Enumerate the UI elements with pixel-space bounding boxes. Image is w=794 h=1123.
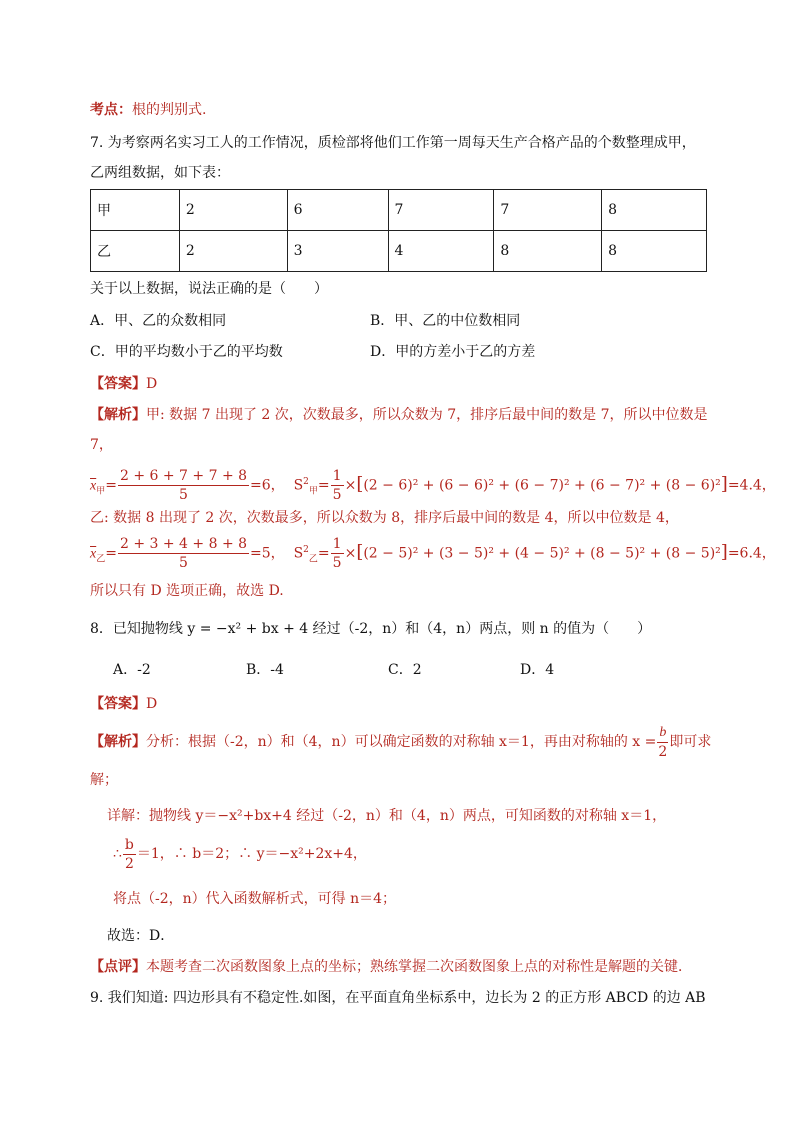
variance-expression: (2 − 5)² + (3 − 5)² + (4 − 5)² + (8 − 5)² + (8 − 5)²: [363, 545, 721, 562]
q8-choose: 故选：D．: [107, 928, 175, 944]
q7-analysis-line2: 7，: [90, 437, 113, 453]
dianping-text: 本题考查二次函数图象上点的坐标；熟练掌握二次函数图象上点的对称性是解题的关键．: [146, 959, 692, 975]
q8-option-c: C．2: [388, 662, 422, 678]
q7-option-d: D．甲的方差小于乙的方差: [370, 344, 536, 360]
variance-subscript: 乙: [308, 554, 318, 565]
variance-coef: [331, 467, 344, 504]
mean-fraction: [118, 467, 249, 504]
mean-numerator: 2 + 3 + 4 + 8 + 8: [119, 536, 248, 553]
q8-option-b: B．-4: [246, 662, 284, 678]
step-fraction: [123, 836, 136, 873]
step-fraction-den: 2: [124, 855, 134, 872]
variance-result: =6.4，: [727, 545, 776, 562]
analysis-text: 分析：根据（-2，n）和（4，n）可以确定函数的对称轴 x＝1，再由对称轴的 x =: [146, 734, 657, 750]
q7-conclusion: 所以只有 D 选项正确，故选 D.: [90, 583, 284, 599]
row-label: 甲: [91, 190, 180, 231]
mean-result: =5，: [250, 545, 285, 562]
answer-label: 【答案】: [90, 696, 146, 712]
analysis-text-end: 即可求: [669, 734, 712, 750]
table-cell: 7: [494, 190, 602, 231]
answer-value: D: [146, 376, 158, 392]
q7-prompt: 关于以上数据，说法正确的是（ ）: [90, 281, 328, 297]
analysis-label: 【解析】: [90, 734, 146, 750]
q8-substitute: 将点（-2，n）代入函数解析式，可得 n＝4；: [113, 891, 397, 907]
table-cell: 8: [602, 190, 707, 231]
analysis-text: 甲: 数据 7 出现了 2 次，次数最多，所以众数为 7，排序后最中间的数是 7，所以中位数是: [146, 407, 708, 423]
q7-answer: [90, 374, 157, 394]
variance-coef-den: 5: [332, 487, 342, 504]
table-row: [91, 190, 707, 231]
variance-symbol: S: [293, 477, 304, 494]
kaodian-label: 考点：: [90, 102, 132, 118]
q8-option-a: A．-2: [113, 662, 151, 678]
table-row: [91, 231, 707, 272]
axis-fraction-den: 2: [658, 743, 668, 760]
q7-mean-variance-yi: $\overline{x}_乙=$ $\frac{2 + 3 + 4 + 8 + 8}{5}$ =5， $S^2_乙=$ $\frac{1}{5}$ ×[(2 − 5)² + (3 − 5)² + (4 − 5)² + (8 − 5)² + (8 − 5)²]=6.4，: [90, 536, 776, 572]
table-cell: 6: [287, 190, 388, 231]
row-label: 乙: [91, 231, 180, 272]
mean-result: =6，: [250, 477, 285, 494]
kaodian-value: 根的判别式.: [132, 102, 207, 118]
answer-label: 【答案】: [90, 376, 146, 392]
variance-coef-den: 5: [332, 555, 342, 572]
mean-numerator: 2 + 6 + 7 + 7 + 8: [119, 468, 248, 485]
q8-detail: 详解：抛物线 y＝−x²+bx+4 经过（-2，n）和（4，n）两点，可知函数的对称轴 x＝1，: [107, 808, 667, 824]
variance-coef-num: 1: [332, 536, 342, 553]
variance-subscript: 甲: [308, 486, 318, 497]
q8-analysis-line1: [90, 722, 711, 766]
q7-option-a: A．甲、乙的众数相同: [90, 313, 227, 329]
dianping: [90, 957, 692, 977]
q8-stem: 8．已知抛物线 y = −x² + bx + 4 经过（-2，n）和（4，n）两点，则 n 的值为（ ）: [90, 621, 652, 637]
mean-symbol: $\overline{x}$: [90, 478, 97, 494]
variance-coef-num: 1: [332, 468, 342, 485]
q8-analysis-line2: 解；: [90, 772, 118, 788]
dianping-label: 【点评】: [90, 959, 146, 975]
step-fraction-num: b: [124, 836, 134, 853]
q8-option-d: D．4: [520, 662, 555, 678]
q7-option-c: C．甲的平均数小于乙的平均数: [90, 344, 283, 360]
table-cell: 8: [602, 231, 707, 272]
q7-option-b: B．甲、乙的中位数相同: [370, 313, 521, 329]
q7-stem-line1: 7. 为考察两名实习工人的工作情况，质检部将他们工作第一周每天生产合格产品的个数整理成甲，: [90, 135, 696, 151]
mean-denominator: 5: [179, 555, 188, 572]
table-cell: 3: [287, 231, 388, 272]
data-table: [90, 189, 707, 272]
mean-symbol: $\overline{x}$: [90, 546, 97, 562]
step-rest: ＝1，∴ b＝2；∴ y＝−x²+2x+4，: [136, 846, 367, 862]
variance-symbol: S: [293, 545, 304, 562]
q7-analysis-line1: [90, 405, 708, 425]
kaodian: [90, 100, 206, 120]
table-cell: 8: [494, 231, 602, 272]
table-cell: 2: [179, 190, 287, 231]
mean-denominator: 5: [179, 487, 188, 504]
variance-result: =4.4，: [727, 477, 776, 494]
table-cell: 4: [388, 231, 494, 272]
axis-fraction: [657, 724, 668, 761]
q8-step: [113, 834, 367, 878]
q7-mean-variance-jia: $\overline{x}_甲=$ $\frac{2 + 6 + 7 + 7 + 8}{5}$ =6， $S^2_甲=$ $\frac{1}{5}$ ×[(2 − 6)² + (6 − 6)² + (6 − 7)² + (6 − 7)² + (8 − 6)²]=4.4，: [90, 468, 776, 504]
q7-analysis-line3: 乙: 数据 8 出现了 2 次，次数最多，所以众数为 8，排序后最中间的数是 4，所以中位数是 4，: [90, 510, 679, 526]
table-cell: 7: [388, 190, 494, 231]
mean-subscript: 乙: [96, 554, 106, 565]
variance-coef: [331, 535, 344, 572]
mean-subscript: 甲: [96, 486, 106, 497]
variance-expression: (2 − 6)² + (6 − 6)² + (6 − 7)² + (6 − 7)² + (8 − 6)²: [363, 477, 721, 494]
table-cell: 2: [179, 231, 287, 272]
q8-answer: [90, 694, 157, 714]
q9-stem: 9. 我们知道: 四边形具有不稳定性.如图，在平面直角坐标系中，边长为 2 的正方形 ABCD 的边 AB: [90, 990, 706, 1006]
mean-fraction: [118, 535, 249, 572]
q7-stem-line2: 乙两组数据，如下表：: [90, 165, 230, 181]
answer-value: D: [146, 696, 158, 712]
analysis-label: 【解析】: [90, 407, 146, 423]
therefore-symbol: ∴: [113, 846, 122, 862]
axis-fraction-num: b: [657, 724, 668, 743]
